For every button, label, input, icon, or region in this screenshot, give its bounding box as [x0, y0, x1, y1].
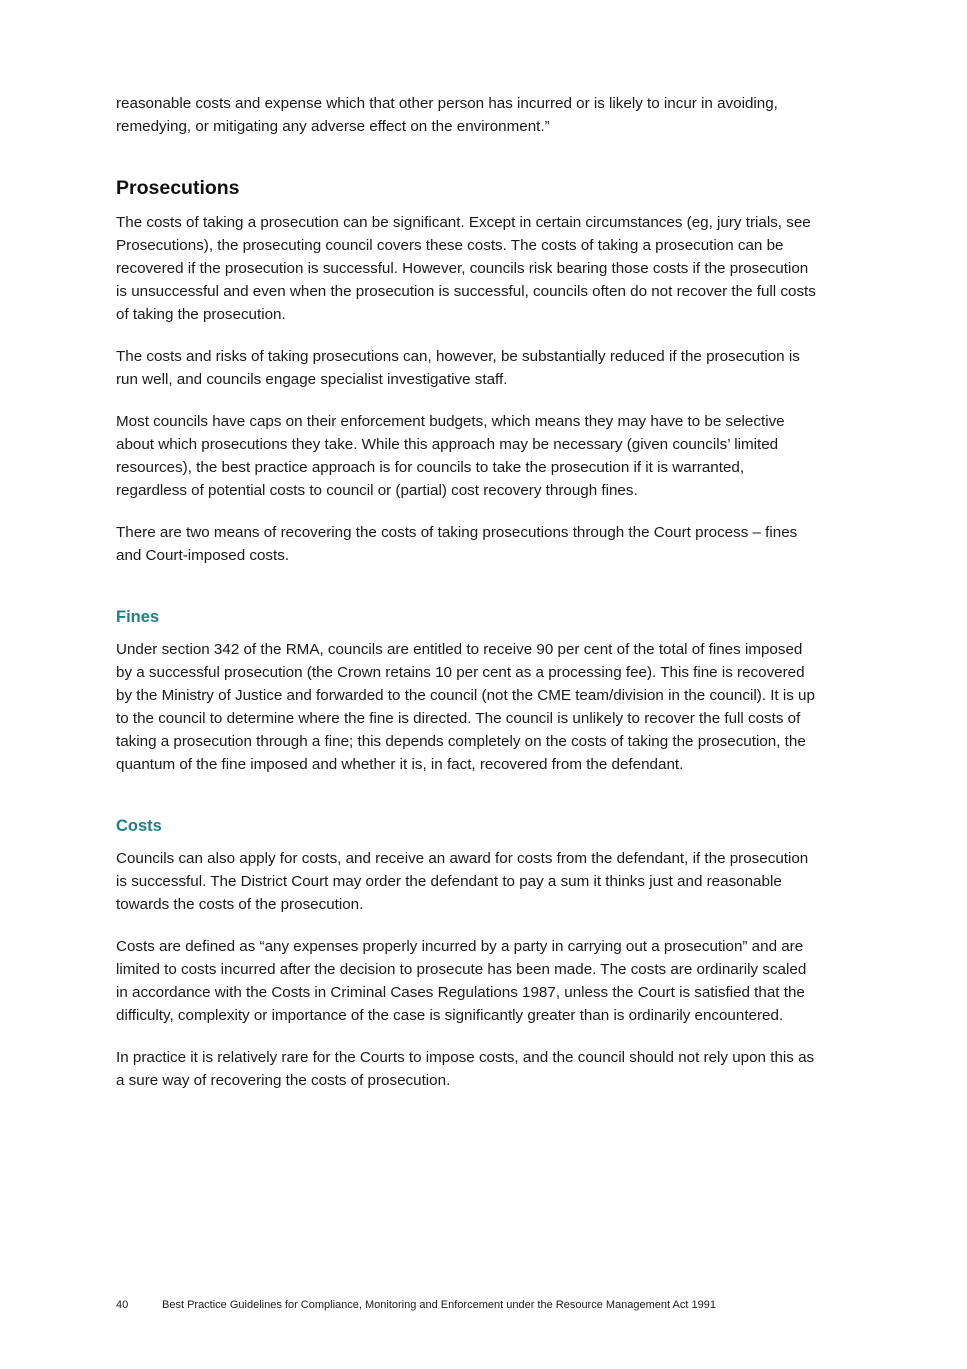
section-fines: [116, 605, 816, 776]
page-number: 40: [116, 1299, 129, 1311]
subsection-heading-fines: Fines: [116, 608, 160, 626]
paragraph: In practice it is relatively rare for the Courts to impose costs, and the council should not rely upon this as a sure way of recovering the costs of prosecution.: [116, 1049, 815, 1089]
continued-paragraph: reasonable costs and expense which that other person has incurred or is likely to incur in avoiding, remedying, or mitigating any adverse effect on the environment.”: [116, 95, 778, 135]
paragraph: The costs and risks of taking prosecutions can, however, be substantially reduced if the prosecution is run well, and councils engage specialist investigative staff.: [116, 348, 800, 388]
section-costs: [116, 814, 816, 1092]
section-heading-prosecutions: Prosecutions: [116, 177, 240, 199]
document-body: [116, 92, 816, 1111]
paragraph: Most councils have caps on their enforcement budgets, which means they may have to be selective about which prosecutions they take. While this approach may be necessary (given councils’ limited resources), the best practice approach is for councils to take the prosecution if it is warranted, regardless of potential costs to council or (partial) cost recovery through fines.: [116, 413, 785, 499]
subsection-heading-costs: Costs: [116, 817, 162, 835]
paragraph: The costs of taking a prosecution can be significant. Except in certain circumstances (eg, jury trials, see Prosecutions), the prosecuting council covers these costs. The costs of taking a prosecution can be recovered if the prosecution is successful. However, councils risk bearing those costs if the prosecution is unsuccessful and even when the prosecution is successful, councils often do not recover the full costs of taking the prosecution.: [116, 214, 816, 323]
paragraph: Costs are defined as “any expenses properly incurred by a party in carrying out a prosecution” and are limited to costs incurred after the decision to prosecute has been made. The costs are ordinarily scaled in accordance with the Costs in Criminal Cases Regulations 1987, unless the Court is satisfied that the difficulty, complexity or importance of the case is significantly greater than is ordinarily encountered.: [116, 938, 807, 1024]
paragraph: Under section 342 of the RMA, councils are entitled to receive 90 per cent of the total of fines imposed by a successful prosecution (the Crown retains 10 per cent as a processing fee). This fine is recovered by the Ministry of Justice and forwarded to the council (not the CME team/division in the council). It is up to the council to determine where the fine is directed. The council is unlikely to recover the full costs of taking a prosecution through a fine; this depends completely on the costs of taking the prosecution, the quantum of the fine imposed and whether it is, in fact, recovered from the defendant.: [116, 641, 815, 773]
section-prosecutions: [116, 175, 816, 567]
paragraph: Councils can also apply for costs, and receive an award for costs from the defendant, if the prosecution is successful. The District Court may order the defendant to pay a sum it thinks just and reasonable towards the costs of the prosecution.: [116, 850, 809, 913]
document-title: Best Practice Guidelines for Compliance, Monitoring and Enforcement under the Resource Management Act 1991: [162, 1299, 716, 1311]
paragraph: There are two means of recovering the costs of taking prosecutions through the Court process – fines and Court-imposed costs.: [116, 524, 798, 564]
page-footer: [116, 1298, 716, 1312]
